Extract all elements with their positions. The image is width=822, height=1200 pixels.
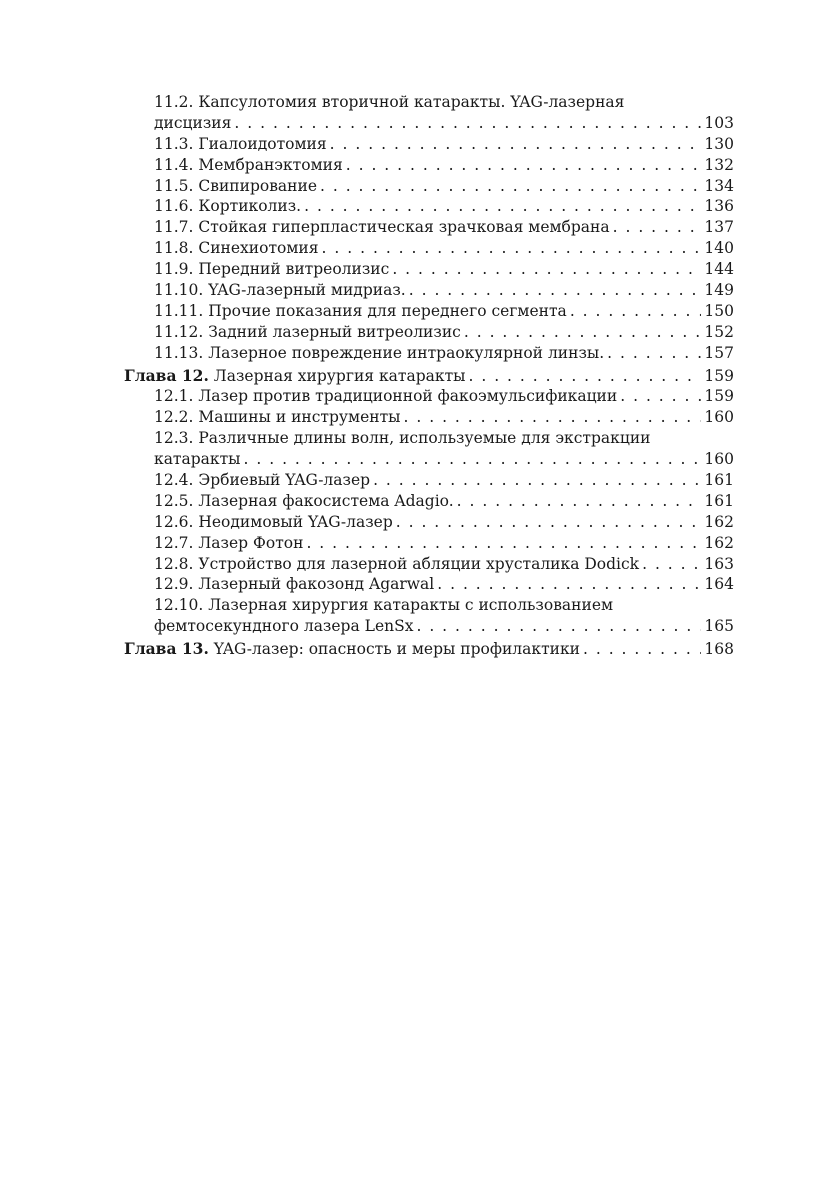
toc-entry-12-6[interactable] xyxy=(0,512,822,533)
toc-entry-12-9[interactable] xyxy=(0,574,822,595)
toc-entry-title: 11.5. Свипирование xyxy=(154,176,317,195)
toc-page-number: 103 xyxy=(704,113,734,132)
toc-entry-title: 12.1. Лазер против традиционной факоэмульсификации xyxy=(154,387,618,406)
toc-entry-11-13[interactable] xyxy=(0,343,822,364)
leader-dots xyxy=(373,470,701,491)
leader-dots xyxy=(392,259,701,280)
toc-entry-title-line: 12.3. Различные длины волн, используемые для экстракции xyxy=(154,429,651,448)
leader-dots xyxy=(304,196,701,217)
toc-page-number: 137 xyxy=(704,218,734,237)
toc-entry-title: 11.3. Гиалоидотомия xyxy=(154,134,327,153)
toc-chapter-13[interactable] xyxy=(0,639,822,660)
toc-entry-11-2[interactable] xyxy=(0,92,822,134)
toc-entry-title: 12.7. Лазер Фотон xyxy=(154,533,304,552)
chapter-heading xyxy=(124,639,580,660)
leader-dots xyxy=(234,113,701,134)
toc-page-number: 160 xyxy=(704,408,734,427)
toc-entry-11-6[interactable] xyxy=(0,196,822,217)
toc-page-number: 163 xyxy=(704,554,734,573)
toc-page-number: 136 xyxy=(704,197,734,216)
chapter-label: Глава 13. xyxy=(124,639,209,659)
leader-dots xyxy=(613,217,702,238)
leader-dots xyxy=(396,512,702,533)
toc-page-number: 140 xyxy=(704,239,734,258)
toc-entry-title: 11.4. Мембранэктомия xyxy=(154,155,343,174)
toc-page-number: 160 xyxy=(704,450,734,469)
toc-entry-12-1[interactable] xyxy=(0,386,822,407)
toc-entry-11-5[interactable] xyxy=(0,176,822,197)
toc-page-number: 149 xyxy=(704,281,734,300)
leader-dots xyxy=(320,176,701,197)
toc-entry-title: катаракты xyxy=(154,450,241,469)
toc-entry-11-9[interactable] xyxy=(0,259,822,280)
toc-entry-title: 12.4. Эрбиевый YAG-лазер xyxy=(154,471,371,490)
leader-dots xyxy=(457,491,702,512)
toc-entry-title: фемтосекундного лазера LenSx xyxy=(154,617,414,636)
toc-page-number: 161 xyxy=(704,491,734,510)
toc-entry-11-7[interactable] xyxy=(0,217,822,238)
toc-entry-12-4[interactable] xyxy=(0,470,822,491)
toc-entry-12-3[interactable] xyxy=(0,428,822,470)
toc-page-number: 144 xyxy=(704,260,734,279)
toc-entry-11-3[interactable] xyxy=(0,134,822,155)
toc-entry-title: 12.6. Неодимовый YAG-лазер xyxy=(154,512,393,531)
toc-page-number: 159 xyxy=(704,387,734,406)
toc-page-number: 162 xyxy=(704,533,734,552)
toc-page-number: 134 xyxy=(704,176,734,195)
toc-page-number: 150 xyxy=(704,301,734,320)
toc-entry-title: дисцизия xyxy=(154,113,232,132)
table-of-contents xyxy=(0,92,822,660)
leader-dots xyxy=(570,301,702,322)
leader-dots xyxy=(330,134,702,155)
toc-entry-title: 12.5. Лазерная факосистема Adagio. xyxy=(154,491,454,510)
toc-entry-title: 11.7. Стойкая гиперпластическая зрачковая мембрана xyxy=(154,218,610,237)
toc-page-number: 164 xyxy=(704,575,734,594)
leader-dots xyxy=(416,616,701,637)
leader-dots xyxy=(607,343,701,364)
toc-page-number: 130 xyxy=(704,134,734,153)
chapter-title: YAG-лазер: опасность и меры профилактики xyxy=(213,640,580,659)
chapter-label: Глава 12. xyxy=(124,365,209,385)
leader-dots xyxy=(437,574,701,595)
toc-page-number: 157 xyxy=(704,343,734,362)
toc-entry-12-8[interactable] xyxy=(0,554,822,575)
toc-entry-12-7[interactable] xyxy=(0,533,822,554)
leader-dots xyxy=(244,449,702,470)
leader-dots xyxy=(409,280,702,301)
toc-entry-11-10[interactable] xyxy=(0,280,822,301)
leader-dots xyxy=(346,155,702,176)
leader-dots xyxy=(464,322,702,343)
leader-dots xyxy=(583,639,701,660)
leader-dots xyxy=(642,554,701,575)
toc-entry-title: 12.2. Машины и инструменты xyxy=(154,408,401,427)
toc-entry-11-11[interactable] xyxy=(0,301,822,322)
toc-entry-11-8[interactable] xyxy=(0,238,822,259)
chapter-title: Лазерная хирургия катаракты xyxy=(213,366,466,385)
toc-chapter-12[interactable] xyxy=(0,366,822,387)
toc-page-number: 162 xyxy=(704,512,734,531)
toc-entry-title: 11.6. Кортиколиз. xyxy=(154,197,302,216)
toc-entry-12-10[interactable] xyxy=(0,595,822,637)
toc-entry-title-line: 12.10. Лазерная хирургия катаракты с использованием xyxy=(154,596,614,615)
toc-entry-title: 12.9. Лазерный факозонд Agarwal xyxy=(154,575,435,594)
leader-dots xyxy=(306,533,701,554)
toc-page-number: 152 xyxy=(704,322,734,341)
leader-dots xyxy=(404,407,702,428)
toc-entry-11-4[interactable] xyxy=(0,155,822,176)
toc-page-number: 132 xyxy=(704,155,734,174)
toc-page-number: 168 xyxy=(704,640,734,659)
toc-entry-title-line: 11.2. Капсулотомия вторичной катаракты. YAG-лазерная xyxy=(154,93,625,111)
toc-entry-title: 11.8. Синехиотомия xyxy=(154,239,319,258)
toc-entry-title: 11.9. Передний витреолизис xyxy=(154,260,390,279)
toc-entry-12-5[interactable] xyxy=(0,491,822,512)
toc-entry-title: 11.11. Прочие показания для переднего сегмента xyxy=(154,301,567,320)
toc-entry-title: 11.12. Задний лазерный витреолизис xyxy=(154,322,461,341)
toc-entry-title: 11.13. Лазерное повреждение интраокулярной линзы. xyxy=(154,343,605,362)
toc-entry-12-2[interactable] xyxy=(0,407,822,428)
leader-dots xyxy=(469,366,702,387)
chapter-heading xyxy=(124,366,466,387)
toc-page-number: 161 xyxy=(704,471,734,490)
toc-page-number: 159 xyxy=(704,366,734,385)
leader-dots xyxy=(620,386,701,407)
toc-entry-title: 12.8. Устройство для лазерной абляции хрусталика Dodick xyxy=(154,554,640,573)
toc-page-number: 165 xyxy=(704,617,734,636)
toc-entry-title: 11.10. YAG-лазерный мидриаз. xyxy=(154,281,406,300)
toc-entry-11-12[interactable] xyxy=(0,322,822,343)
leader-dots xyxy=(322,238,702,259)
